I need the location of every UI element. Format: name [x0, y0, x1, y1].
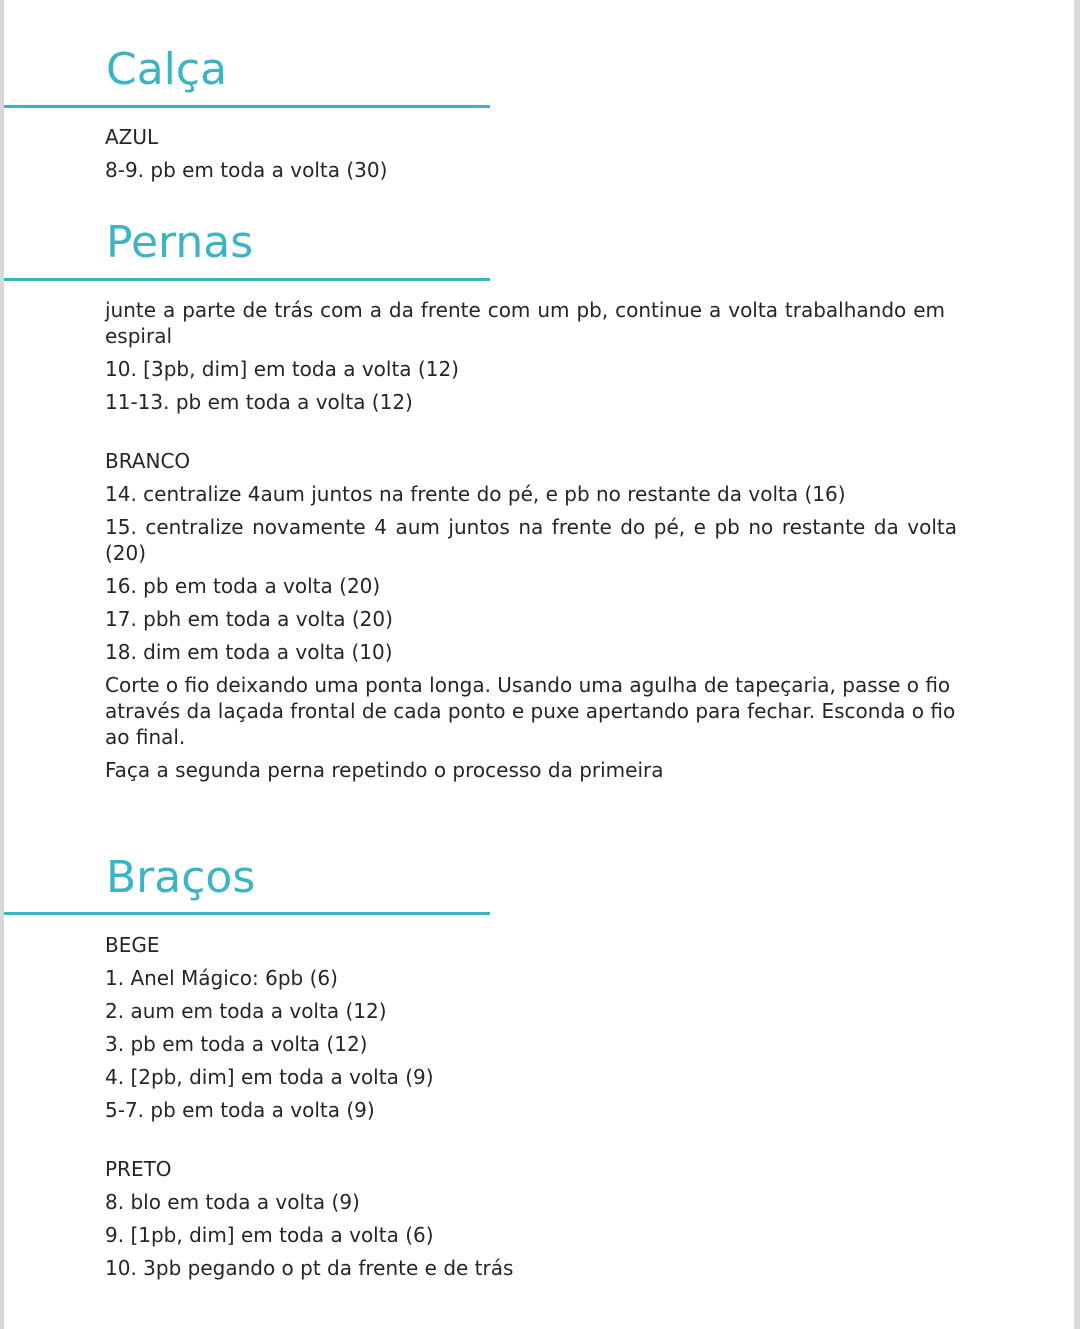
instruction-line: 3. pb em toda a volta (12): [105, 1032, 368, 1056]
instruction-line: 8. blo em toda a volta (9): [105, 1190, 360, 1214]
instruction-line: 11-13. pb em toda a volta (12): [105, 390, 413, 414]
instruction-line: 16. pb em toda a volta (20): [105, 574, 381, 598]
instruction-line: 10. 3pb pegando o pt da frente e de trás: [105, 1256, 514, 1280]
color-label: BRANCO: [105, 449, 191, 473]
instruction-line: 4. [2pb, dim] em toda a volta (9): [105, 1065, 434, 1089]
section-divider: [4, 105, 490, 108]
section-title-pernas: Pernas: [106, 217, 254, 268]
instruction-paragraph: Corte o fio deixando uma ponta longa. Usando uma agulha de tapeçaria, passe o fio através da laçada frontal de cada ponto e puxe apertando para fechar. Esconda o fio ao final.: [105, 673, 956, 749]
instruction-line: 15. centralize novamente 4 aum juntos na frente do pé, e pb no restante da volta (20): [105, 515, 957, 565]
section-divider: [4, 912, 490, 915]
instruction-line: 17. pbh em toda a volta (20): [105, 607, 393, 631]
spacer: [105, 1130, 955, 1156]
instruction-line: 14. centralize 4aum juntos na frente do pé, e pb no restante da volta (16): [105, 482, 846, 506]
section-body-bracos: [105, 932, 955, 1288]
color-label: AZUL: [105, 125, 159, 149]
section-divider: [4, 278, 490, 281]
color-label: PRETO: [105, 1157, 172, 1181]
instruction-line: 1. Anel Mágico: 6pb (6): [105, 966, 338, 990]
instruction-line: 8-9. pb em toda a volta (30): [105, 158, 388, 182]
section-body-calca: [105, 124, 955, 190]
section-title-calca: Calça: [106, 44, 228, 95]
instruction-line: Faça a segunda perna repetindo o processo da primeira: [105, 758, 664, 782]
color-label: BEGE: [105, 933, 160, 957]
instruction-line: 5-7. pb em toda a volta (9): [105, 1098, 375, 1122]
instruction-line: 2. aum em toda a volta (12): [105, 999, 387, 1023]
instruction-line: 18. dim em toda a volta (10): [105, 640, 393, 664]
spacer: [105, 422, 945, 448]
instruction-line: 10. [3pb, dim] em toda a volta (12): [105, 357, 459, 381]
section-title-bracos: Braços: [106, 852, 256, 903]
document-page: [4, 0, 1074, 1329]
section-body-pernas: [105, 297, 957, 790]
instruction-line: 9. [1pb, dim] em toda a volta (6): [105, 1223, 434, 1247]
instruction-paragraph: junte a parte de trás com a da frente com um pb, continue a volta trabalhando em espiral: [105, 298, 945, 348]
